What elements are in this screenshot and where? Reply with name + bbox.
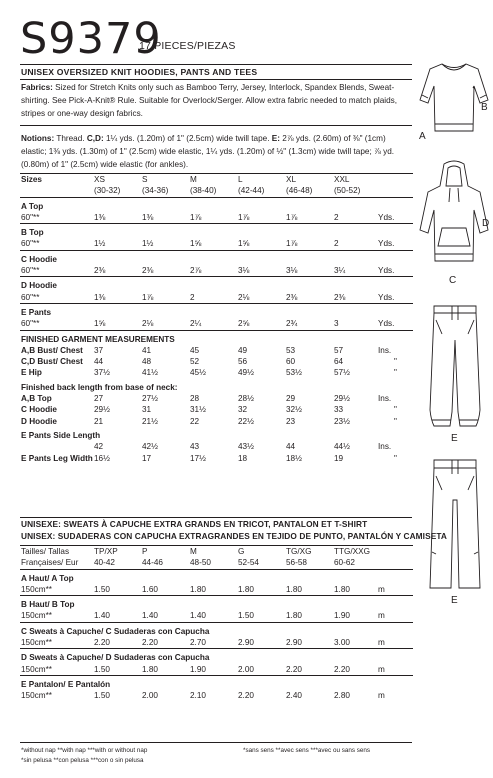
divider: [20, 742, 412, 743]
size-name: G: [238, 546, 286, 558]
measurement-value: 31½: [190, 405, 206, 415]
size-name: S: [142, 174, 190, 186]
unit: m: [378, 584, 385, 594]
view-heading: C Sweats à Capuche/ C Sudaderas con Capucha: [20, 622, 413, 637]
yardage-value: 2.20: [286, 664, 302, 674]
view-heading: D Hoodie: [20, 277, 413, 292]
view-heading-row: [20, 303, 413, 318]
fabric-width: 60"**: [21, 239, 40, 249]
measurement-value: 44: [286, 442, 296, 452]
measurement-value: 16½: [94, 453, 110, 463]
yardage-value: 2⅜: [142, 266, 154, 276]
measurement-value: 21: [94, 416, 104, 426]
yardage-value: 2⅜: [286, 292, 298, 302]
table-row: [20, 664, 413, 676]
table-row: [20, 212, 413, 224]
size-range: (42-44): [238, 186, 265, 196]
yardage-value: 1.80: [286, 611, 302, 621]
view-heading-row: [20, 622, 413, 637]
yardage-value: 2: [190, 292, 195, 302]
unit: ": [394, 405, 397, 415]
size-name: TP/XP: [94, 546, 142, 558]
fabric-width: 60"**: [21, 319, 40, 329]
measurement-value: 60: [286, 357, 296, 367]
measurement-value: 53½: [286, 368, 302, 378]
size-name: M: [190, 174, 238, 186]
unit: ": [394, 416, 397, 426]
notions-view-label: E:: [271, 134, 280, 143]
measurement-value: 28: [190, 394, 200, 404]
notions-view-label: C,D:: [86, 134, 104, 143]
measurement-label: D Hoodie: [21, 416, 57, 426]
size-name: XXL: [334, 174, 378, 186]
yardage-value: 2.00: [238, 664, 254, 674]
view-heading-row: [20, 649, 413, 664]
measurement-value: 17: [142, 453, 152, 463]
eur-size: 52-54: [238, 558, 259, 568]
measurement-value: 32½: [286, 405, 302, 415]
footnote-english: *without nap **with nap ***with or without nap: [21, 747, 148, 754]
measurement-value: 42½: [142, 442, 158, 452]
size-range-row: [20, 185, 413, 197]
yardage-value: 2.10: [190, 691, 206, 701]
yardage-value: 2: [334, 239, 339, 249]
view-heading-row: [20, 250, 413, 265]
yardage-value: 1.40: [190, 611, 206, 621]
piece-count: 17 PIECES/PIEZAS: [139, 40, 236, 52]
measurement-value: 43½: [238, 442, 254, 452]
size-name: M: [190, 546, 238, 558]
fabric-width: 150cm**: [21, 691, 52, 701]
side-length-heading: E Pants Side Length: [21, 430, 101, 440]
measurement-value: 45½: [190, 368, 206, 378]
measurement-value: 29: [286, 394, 296, 404]
yardage-value: 3.00: [334, 638, 350, 648]
measurement-value: 21½: [142, 416, 158, 426]
unit: Yds.: [378, 239, 395, 249]
size-name: XL: [286, 174, 334, 186]
measurement-value: 53: [286, 345, 296, 355]
yardage-value: 2: [334, 212, 339, 222]
unit: Yds.: [378, 292, 395, 302]
yardage-value: 1.50: [94, 584, 110, 594]
yardage-value: 2.90: [238, 638, 254, 648]
view-heading: B Top: [20, 224, 413, 239]
measurement-value: 37: [94, 345, 104, 355]
measurement-value: 17½: [190, 453, 206, 463]
fabric-width: 150cm**: [21, 584, 52, 594]
fabrics-text: Sized for Stretch Knits only such as Bamboo Terry, Jersey, Interlock, Spandex Blends, Sweat-shirting. See Pick-A-Knit® Rule. Suitable for Overlock/Serger. Allow extra fabric needed to match plaids, stripes or one-way design fabrics.: [21, 83, 398, 118]
notions-paragraph: [21, 133, 413, 172]
measurement-value: 23: [286, 416, 296, 426]
yardage-value: 2.20: [334, 664, 350, 674]
measurement-value: 33: [334, 405, 344, 415]
table-row: [20, 453, 413, 464]
yardage-value: 1.40: [142, 611, 158, 621]
yardage-value: 2¼: [190, 319, 202, 329]
unit: ": [394, 453, 397, 463]
table-row: [20, 690, 413, 701]
size-range: (38-40): [190, 186, 217, 196]
measurement-value: 22: [190, 416, 200, 426]
back-length-heading-row: [20, 379, 413, 393]
fabric-width: 60"**: [21, 212, 40, 222]
measurement-value: 41½: [142, 368, 158, 378]
measurement-value: 31: [142, 405, 152, 415]
measurement-value: 44: [94, 357, 104, 367]
measurement-value: 49½: [238, 368, 254, 378]
table-row: [20, 356, 413, 367]
yardage-value: 1⅝: [238, 239, 250, 249]
view-heading: E Pants: [20, 303, 413, 318]
yardage-value: 3: [334, 319, 339, 329]
measurement-label: C Hoodie: [21, 405, 57, 415]
finished-heading: FINISHED GARMENT MEASUREMENTS: [20, 330, 413, 345]
measurement-value: 45: [190, 345, 200, 355]
sizes-label: Sizes: [20, 174, 94, 186]
measurement-value: 32: [238, 405, 248, 415]
measurement-value: 57: [334, 345, 344, 355]
size-range: (34-36): [142, 186, 169, 196]
yardage-value: 2⅜: [94, 266, 106, 276]
unit: Ins.: [378, 345, 392, 355]
yardage-value: 3⅛: [238, 266, 250, 276]
view-heading-row: [20, 675, 413, 690]
notions-text: 2⅞ yds. (2.60m) of ⅜" (1cm) elastic; 1⅜ yds. (1.30m) of 1" (2.5cm) wide elastic, 1¼ yds. (1.20m) of ½" (1.3cm) wide twill tape; ⅞ yd. (0.80m) of 1" (2.5cm) wide elastic (for ankles).: [21, 134, 395, 169]
yardage-value: 1⅞: [142, 292, 154, 302]
hoodie-flat-illustration: [418, 158, 490, 270]
measurement-value: 19: [334, 453, 344, 463]
fabric-width: 150cm**: [21, 638, 52, 648]
unit: m: [378, 691, 385, 701]
side-length-heading-row: [20, 427, 413, 441]
yardage-value: 1⅞: [238, 212, 250, 222]
size-range: (30-32): [94, 186, 121, 196]
view-label-d: D: [482, 218, 490, 229]
sizes-row: [20, 174, 413, 186]
measurement-value: 43: [190, 442, 200, 452]
table-row: [20, 292, 413, 304]
measurement-label: E Hip: [21, 368, 42, 378]
measurement-label: A,B Bust/ Chest: [21, 345, 83, 355]
french-title: UNISEXE: SWEATS À CAPUCHE EXTRA GRANDS EN TRICOT, PANTALON ET T-SHIRT: [21, 519, 368, 529]
table-row: [20, 318, 413, 330]
yardage-value: 1.80: [334, 584, 350, 594]
table-row: [20, 367, 413, 378]
yardage-value: 1.90: [334, 611, 350, 621]
yardage-value: 2⅜: [334, 292, 346, 302]
yardage-value: 1⅞: [286, 239, 298, 249]
fabrics-label: Fabrics:: [21, 83, 53, 92]
measurement-value: 29½: [334, 394, 350, 404]
size-name: L: [238, 174, 286, 186]
view-heading-row: [20, 224, 413, 239]
fabric-width: 150cm**: [21, 611, 52, 621]
measurement-value: 52: [190, 357, 200, 367]
yardage-value: 1.80: [142, 664, 158, 674]
spanish-title: UNISEX: SUDADERAS CON CAPUCHA EXTRAGRANDES EN TEJIDO DE PUNTO, PANTALÓN Y CAMISETA: [21, 531, 447, 541]
yardage-value: 2⅝: [238, 319, 250, 329]
view-heading: C Hoodie: [20, 250, 413, 265]
unit: m: [378, 664, 385, 674]
measurement-value: 27½: [142, 394, 158, 404]
fabric-width: 150cm**: [21, 664, 52, 674]
measurement-value: 57½: [334, 368, 350, 378]
yardage-value: 1½: [94, 239, 106, 249]
notions-label: Notions:: [21, 134, 55, 143]
measurement-value: 41: [142, 345, 152, 355]
measurement-value: 48: [142, 357, 152, 367]
notions-text: 1¼ yds. (1.20m) of 1" (2.5cm) wide twill tape.: [103, 134, 272, 143]
unit: Yds.: [378, 266, 395, 276]
view-heading-row: [20, 596, 413, 611]
view-heading: D Sweats à Capuche/ D Sudaderas con Capucha: [20, 649, 413, 664]
table-row: [20, 345, 413, 356]
yardage-value: 2⅛: [238, 292, 250, 302]
fabrics-paragraph: [21, 82, 411, 121]
unit: ": [394, 368, 397, 378]
measurement-value: 22½: [238, 416, 254, 426]
view-heading: A Top: [20, 197, 413, 212]
divider: [20, 79, 412, 80]
footnote-spanish: *sin pelusa **con pelusa ***con o sin pelusa: [21, 757, 144, 764]
yardage-value: 1.50: [238, 611, 254, 621]
measurement-label: A,B Top: [21, 394, 52, 404]
tee-flat-illustration: [418, 58, 490, 138]
pattern-number: S9379: [20, 14, 162, 64]
sizes-row: [20, 546, 413, 558]
table-row: [20, 404, 413, 415]
sizes-label: Tailles/ Tallas: [20, 546, 94, 558]
yardage-value: 1½: [142, 239, 154, 249]
yardage-value: 2.80: [334, 691, 350, 701]
view-heading: B Haut/ B Top: [20, 596, 413, 611]
yardage-value: 1.80: [190, 584, 206, 594]
size-name: TTG/XXG: [334, 546, 378, 558]
yardage-value: 1.90: [190, 664, 206, 674]
metric-yardage-table: [20, 545, 413, 702]
yardage-value: 2¾: [286, 319, 298, 329]
straight-pants-flat-illustration: [420, 456, 490, 594]
size-name: P: [142, 546, 190, 558]
fabric-width: 60"**: [21, 266, 40, 276]
view-label-a: A: [419, 131, 426, 142]
yardage-value: 3⅛: [286, 266, 298, 276]
unit: m: [378, 611, 385, 621]
yardage-value: 2.20: [238, 691, 254, 701]
finished-heading-row: [20, 330, 413, 345]
yardage-value: 1⅜: [94, 212, 106, 222]
size-range: (50-52): [334, 186, 361, 196]
view-label-c: C: [449, 275, 457, 286]
yardage-value: 1.80: [286, 584, 302, 594]
measurement-label: C,D Bust/ Chest: [21, 357, 83, 367]
measurement-value: 18½: [286, 453, 302, 463]
measurement-value: 29½: [94, 405, 110, 415]
divider: [20, 64, 412, 65]
unit: m: [378, 638, 385, 648]
eur-size: 40-42: [94, 558, 115, 568]
measurement-value: 27: [94, 394, 104, 404]
yardage-value: 1⅝: [94, 319, 106, 329]
measurement-value: 18: [238, 453, 248, 463]
unit: Ins.: [378, 394, 392, 404]
yardage-value: 3¼: [334, 266, 346, 276]
table-row: [20, 610, 413, 622]
yardage-value: 1⅞: [190, 212, 202, 222]
yardage-value: 1⅜: [94, 292, 106, 302]
yardage-value: 1.80: [238, 584, 254, 594]
view-heading-row: [20, 277, 413, 292]
measurement-value: 42: [94, 442, 104, 452]
back-length-heading: Finished back length from base of neck:: [21, 382, 178, 392]
yardage-value: 2⅛: [142, 319, 154, 329]
pattern-title: UNISEX OVERSIZED KNIT HOODIES, PANTS AND TEES: [21, 67, 258, 77]
eur-size: 48-50: [190, 558, 211, 568]
size-name: TG/XG: [286, 546, 334, 558]
view-heading-row: [20, 197, 413, 212]
yardage-value: 2.00: [142, 691, 158, 701]
notions-text: Thread.: [56, 134, 87, 143]
table-row: [20, 238, 413, 250]
yardage-value: 1⅜: [142, 212, 154, 222]
fabric-width: 60"**: [21, 292, 40, 302]
yardage-value: 2.20: [94, 638, 110, 648]
yardage-value: 2.70: [190, 638, 206, 648]
yardage-value: 2⅞: [190, 266, 202, 276]
measurement-value: 56: [238, 357, 248, 367]
yardage-value: 2.20: [142, 638, 158, 648]
unit: ": [394, 357, 397, 367]
footnote-french: *sans sens **avec sens ***avec ou sans sens: [243, 747, 371, 754]
table-row: [20, 265, 413, 277]
yardage-value: 1.60: [142, 584, 158, 594]
divider: [20, 125, 412, 126]
view-heading: A Haut/ A Top: [20, 569, 413, 584]
eur-size: 60-62: [334, 558, 355, 568]
measurement-value: 64: [334, 357, 344, 367]
unit: Ins.: [378, 442, 392, 452]
unit: Yds.: [378, 319, 395, 329]
yardage-value: 2.90: [286, 638, 302, 648]
view-label-e: E: [451, 595, 458, 606]
table-row: [20, 393, 413, 404]
view-label-e: E: [451, 433, 458, 444]
measurement-value: 49: [238, 345, 248, 355]
yardage-value: 1⅝: [190, 239, 202, 249]
jogger-pants-flat-illustration: [420, 300, 490, 434]
table-row: [20, 441, 413, 452]
measurement-label: E Pants Leg Width: [21, 453, 93, 463]
yardage-value: 2.40: [286, 691, 302, 701]
view-heading-row: [20, 569, 413, 584]
imperial-yardage-table: [20, 173, 413, 464]
eur-size: 56-58: [286, 558, 307, 568]
table-row: [20, 584, 413, 596]
yardage-value: 1.40: [94, 611, 110, 621]
yardage-value: 1.50: [94, 691, 110, 701]
measurement-value: 23½: [334, 416, 350, 426]
measurement-value: 44½: [334, 442, 350, 452]
size-name: XS: [94, 174, 142, 186]
eur-size: 44-46: [142, 558, 163, 568]
yardage-value: 1.50: [94, 664, 110, 674]
view-label-b: B: [481, 102, 488, 113]
table-row: [20, 416, 413, 427]
divider: [20, 517, 412, 518]
yardage-value: 1⅞: [286, 212, 298, 222]
unit: Yds.: [378, 212, 395, 222]
measurement-value: 37½: [94, 368, 110, 378]
size-range: (46-48): [286, 186, 313, 196]
view-heading: E Pantalon/ E Pantalón: [20, 675, 413, 690]
measurement-value: 28½: [238, 394, 254, 404]
table-row: [20, 637, 413, 649]
eur-size-row: [20, 557, 413, 569]
eur-label: Françaises/ Eur: [21, 558, 79, 568]
